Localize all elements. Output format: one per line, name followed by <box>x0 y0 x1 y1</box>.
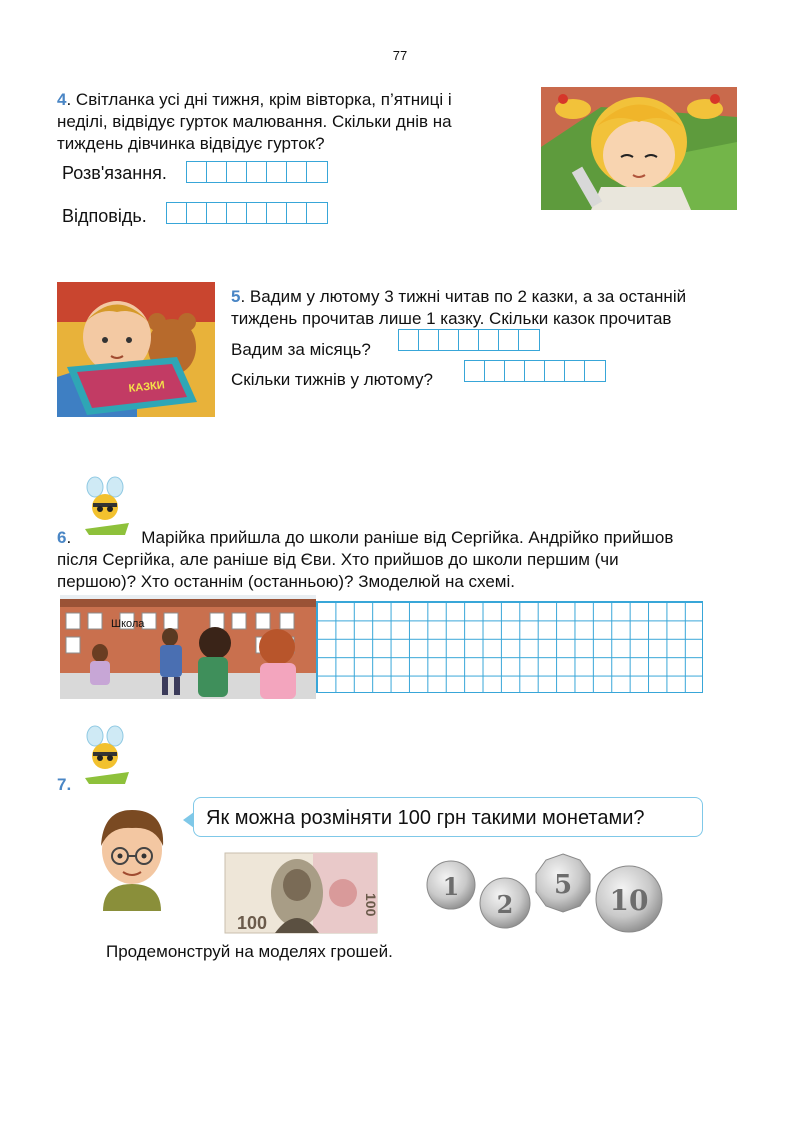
coins-group <box>425 852 665 934</box>
task5-answer2-cells[interactable] <box>464 360 606 382</box>
coin-5 <box>536 854 590 912</box>
task4-answer-label: Відповідь. <box>62 206 147 226</box>
task4-number: 4 <box>57 90 67 109</box>
task5-number: 5 <box>231 287 241 306</box>
task6-number: 6 <box>57 528 67 547</box>
boy-with-glasses-illustration <box>95 806 170 911</box>
task7-number: 7 <box>57 775 67 794</box>
task5-answer1-cells[interactable] <box>398 329 540 351</box>
task6-line2: після Сергійка, але раніше від Єви. Хто прийшов до школи першим (чи <box>57 550 619 569</box>
coin-2-label: 2 <box>496 890 514 919</box>
coin-10-label: 10 <box>609 884 649 917</box>
task6-dot: . <box>66 528 72 547</box>
task5-line1: . Вадим у лютому 3 тижні читав по 2 казки, а за останній <box>240 287 687 306</box>
task5-line2: тиждень прочитав лише 1 казку. Скільки казок прочитав <box>231 309 672 328</box>
page-number: 77 <box>392 48 408 63</box>
task5-line4: Скільки тижнів у лютому? <box>231 370 433 389</box>
book-title-text: КАЗКИ <box>128 379 166 395</box>
task4-answer-cells[interactable] <box>166 202 328 224</box>
task7-dot: . <box>66 775 72 794</box>
task7-number-line <box>57 774 71 796</box>
banknote-value: 100 <box>237 913 268 933</box>
girl-drawing-illustration <box>541 87 737 210</box>
bee-icon-2 <box>85 726 129 784</box>
model-grid[interactable] <box>316 601 703 693</box>
coin-5-label: 5 <box>553 870 573 900</box>
task4-line2: неділі, відвідує гурток малювання. Скільки днів на <box>57 112 452 131</box>
task7-footer: Продемонструй на моделях грошей. <box>106 942 393 961</box>
task4-solution-cells[interactable] <box>186 161 328 183</box>
task5-line3: Вадим за місяць? <box>231 340 371 359</box>
task4-line1: . Світланка усі дні тижня, крім вівторка, п’ятниці і <box>66 90 452 109</box>
coin-2 <box>480 878 530 928</box>
task6-text <box>57 527 757 593</box>
banknote-100 <box>225 853 377 933</box>
school-sign-text: Школа <box>111 618 145 630</box>
task5-text <box>231 286 751 330</box>
school-children-illustration <box>60 595 316 699</box>
banknote-value-vertical: 100 <box>363 893 379 917</box>
boy-reading-illustration <box>57 282 215 417</box>
task4-line3: тиждень дівчинка відвідує гурток? <box>57 134 325 153</box>
coin-1 <box>427 861 475 909</box>
task6-line3: першою)? Хто останнім (останньою)? Змоделюй на схемі. <box>57 572 515 591</box>
task4-solution-label: Розв'язання. <box>62 163 167 183</box>
task6-line1: Марійка прийшла до школи раніше від Сергійка. Андрійко прийшов <box>141 528 674 547</box>
coin-10 <box>596 866 662 932</box>
coin-1-label: 1 <box>442 872 460 901</box>
task4-text <box>57 89 527 155</box>
speech-bubble: Як можна розміняти 100 грн такими монетами? <box>193 797 703 837</box>
